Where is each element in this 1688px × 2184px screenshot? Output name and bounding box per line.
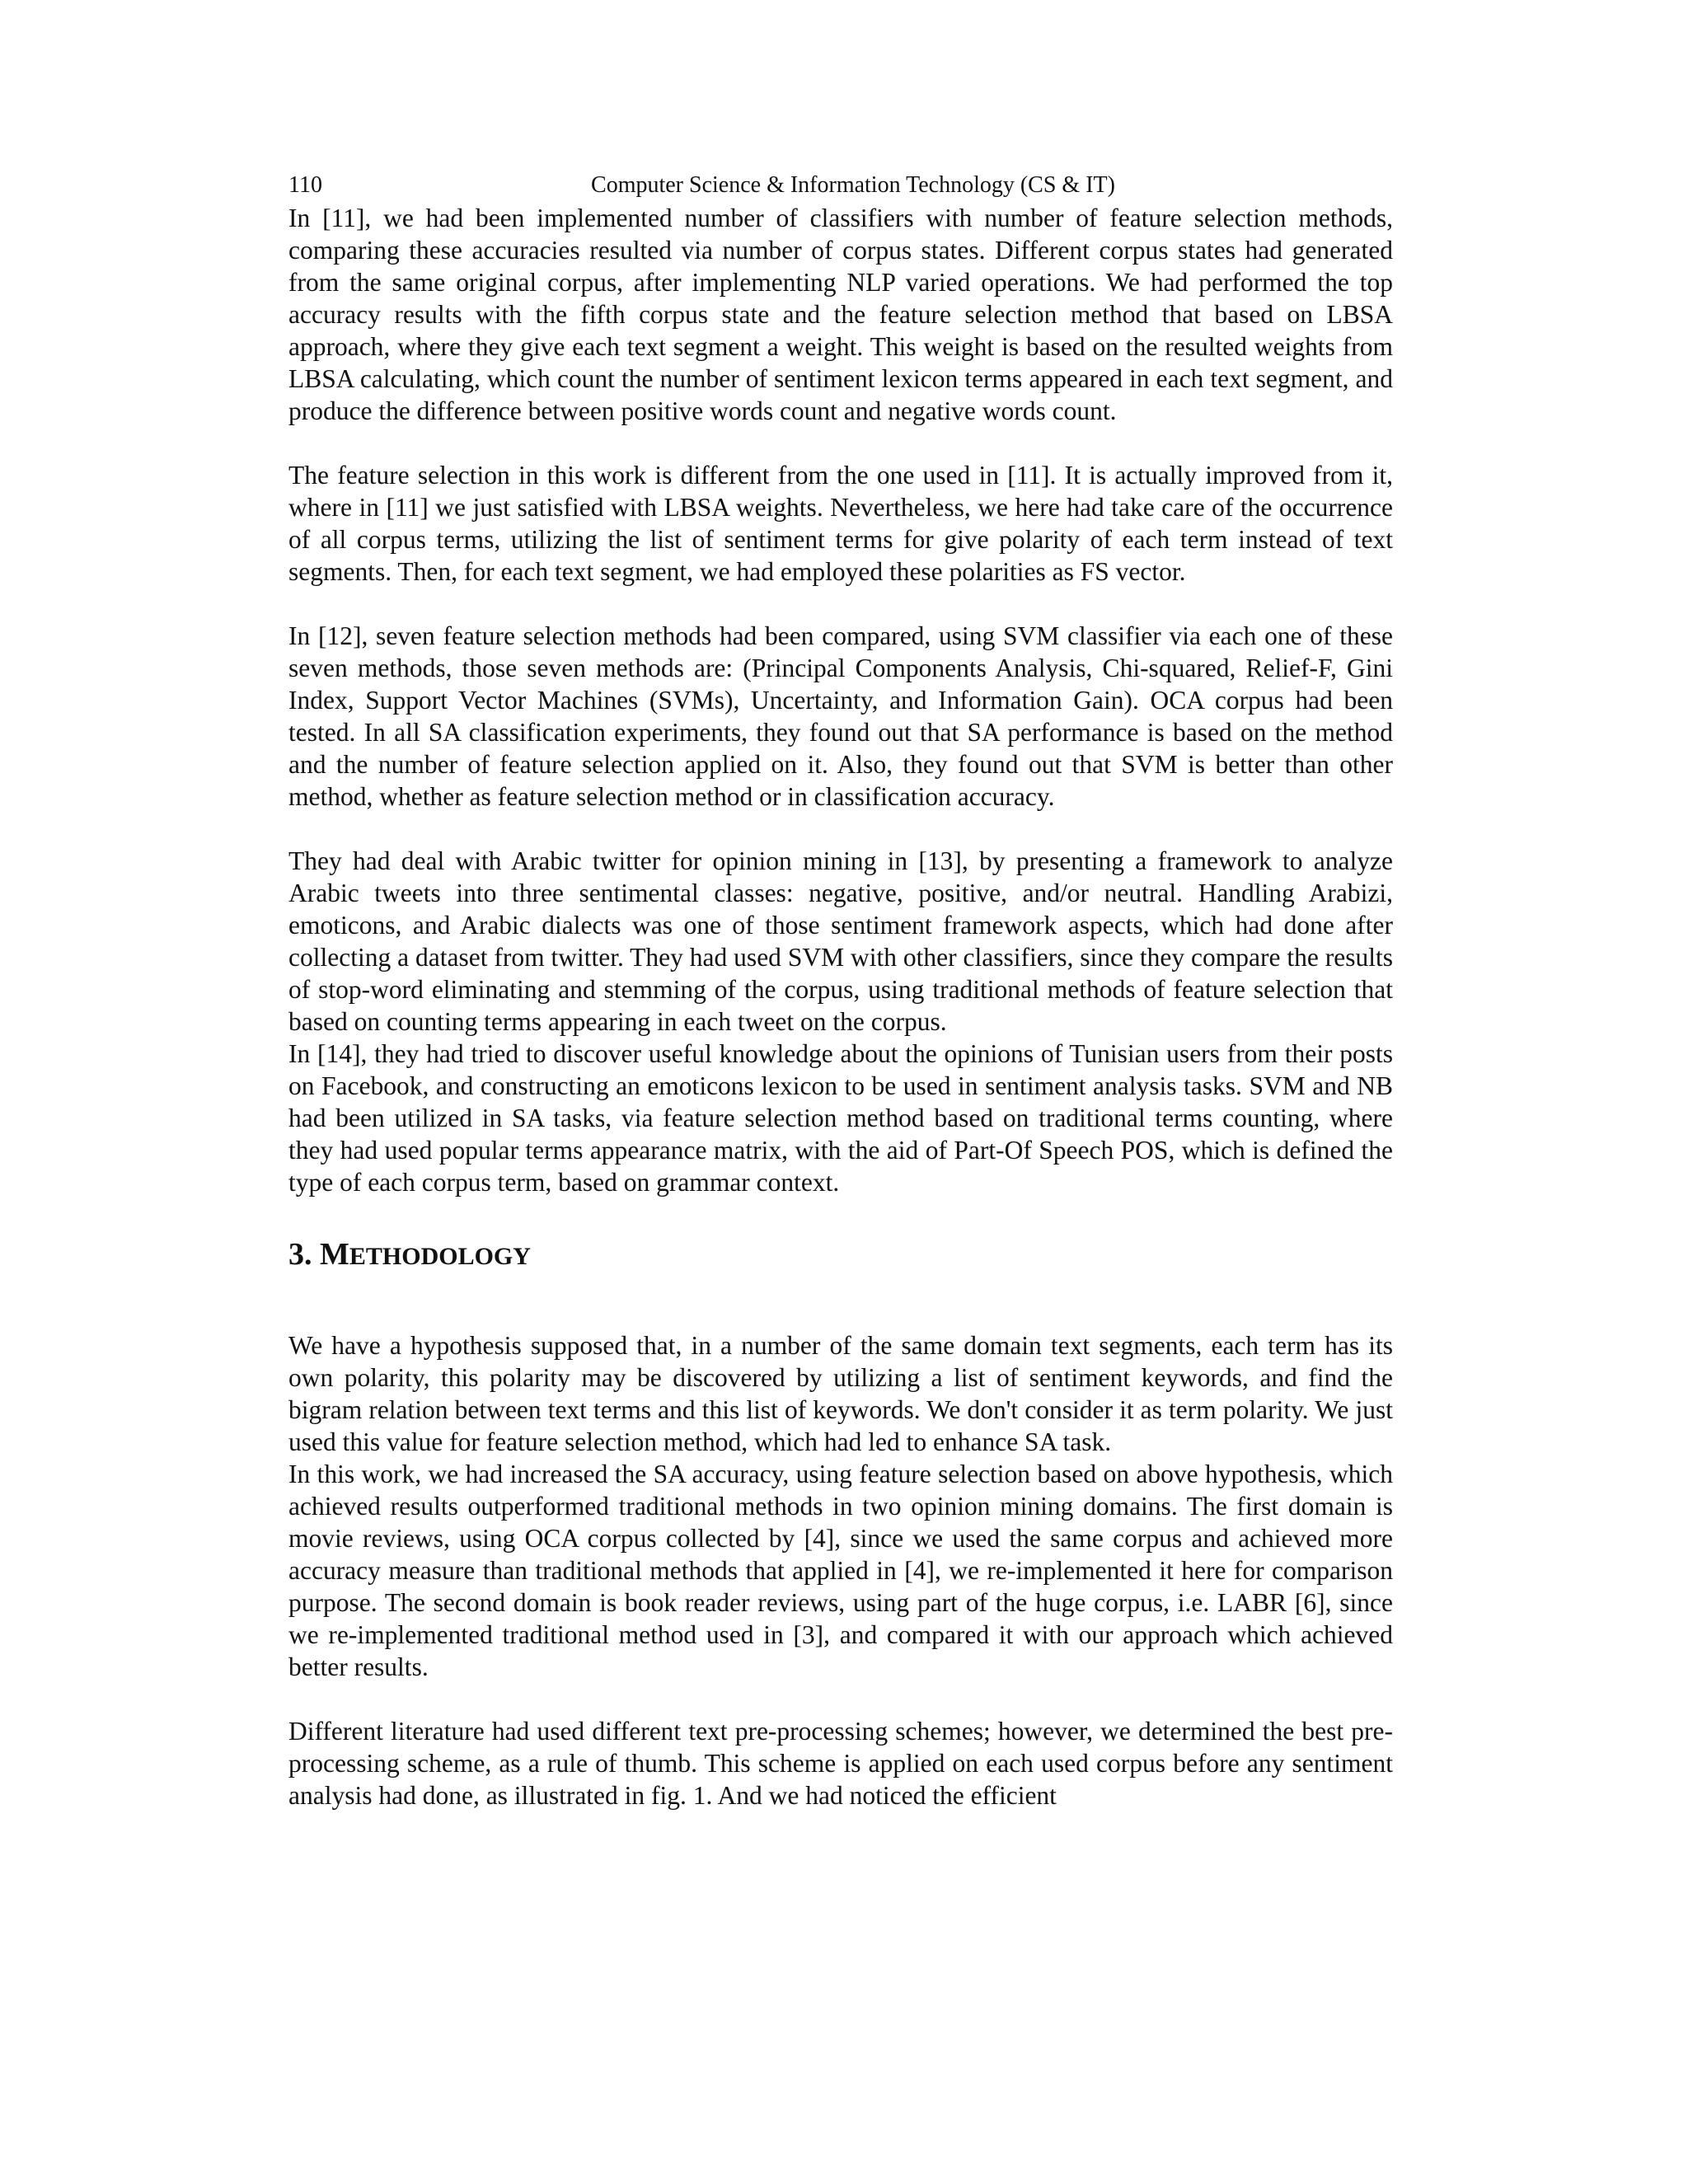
paragraph-prior-work-14: In [14], they had tried to discover useful knowledge about the opinions of Tunisian users from their posts on Facebook, and constructing an emoticons lexicon to be used in sentiment analysis tasks. SVM and NB had been utilized in SA tasks, via feature selection method based on traditional terms counting, where they had used popular terms appearance matrix, with the aid of Part-Of Speech POS, which is defined the type of each corpus term, based on grammar context. (288, 1039, 1393, 1197)
section-title-initial: M (320, 1237, 349, 1272)
paragraph-prior-work-12: In [12], seven feature selection methods had been compared, using SVM classifier via each one of these seven methods, those seven methods are: (Principal Components Analysis, Chi-squared, Relief-F, Gini Index, Support Vector Machines (SVMs), Uncertainty, and Information Gain). OCA corpus had been tested. In all SA classification experiments, they found out that SA performance is based on the method and the number of feature selection applied on it. Also, they found out that SVM is better than other method, whether as feature selection method or in classification accuracy. (288, 621, 1393, 811)
section-heading-methodology (288, 1235, 1393, 1277)
running-header (288, 169, 1393, 202)
document-page (288, 169, 1393, 1811)
paragraph-feature-selection-difference: The feature selection in this work is different from the one used in [11]. It is actually improved from it, where in [11] we just satisfied with LBSA weights. Nevertheless, we here had take care of the occurrence of all corpus terms, utilizing the list of sentiment terms for give polarity of each term instead of text segments. Then, for each text segment, we had employed these polarities as FS vector. (288, 461, 1393, 586)
paragraph-hypothesis: We have a hypothesis supposed that, in a number of the same domain text segments, each term has its own polarity, this polarity may be discovered by utilizing a list of sentiment keywords, and find the bigram relation between text terms and this list of keywords. We don't consider it as term polarity. We just used this value for feature selection method, which had led to enhance SA task. (288, 1331, 1393, 1456)
paragraph-prior-work-13: They had deal with Arabic twitter for opinion mining in [13], by presenting a framework to analyze Arabic tweets into three sentimental classes: negative, positive, and/or neutral. Handling Arabizi, emoticons, and Arabic dialects was one of those sentiment framework aspects, which had done after collecting a dataset from twitter. They had used SVM with other classifiers, since they compare the results of stop-word eliminating and stemming of the corpus, using traditional methods of feature selection that based on counting terms appearing in each tweet on the corpus. (288, 846, 1393, 1036)
section-number: 3. (288, 1237, 312, 1272)
paragraph-this-work: In this work, we had increased the SA accuracy, using feature selection based on above hypothesis, which achieved results outperformed traditional methods in two opinion mining domains. The first domain is movie reviews, using OCA corpus collected by [4], since we used the same corpus and achieved more accuracy measure than traditional methods that applied in [4], we re-implemented it here for comparison purpose. The second domain is book reader reviews, using part of the huge corpus, i.e. LABR [6], since we re-implemented traditional method used in [3], and compared it with our approach which achieved better results. (288, 1460, 1393, 1681)
journal-title: Computer Science & Information Technology (CS & IT) (591, 172, 1115, 198)
section-title-rest: ETHODOLOGY (349, 1243, 531, 1270)
paragraph-prior-work-11: In [11], we had been implemented number of classifiers with number of feature selection methods, comparing these accuracies resulted via number of corpus states. Different corpus states had generated from the same original corpus, after implementing NLP varied operations. We had performed the top accuracy results with the fifth corpus state and the feature selection method that based on LBSA approach, where they give each text segment a weight. This weight is based on the resulted weights from LBSA calculating, which count the number of sentiment lexicon terms appeared in each text segment, and produce the difference between positive words count and negative words count. (288, 204, 1393, 425)
paragraph-preprocessing: Different literature had used different text pre-processing schemes; however, we determined the best pre-processing scheme, as a rule of thumb. This scheme is applied on each used corpus before any sentiment analysis had done, as illustrated in fig. 1. And we had noticed the efficient (288, 1717, 1393, 1810)
page-number: 110 (288, 172, 322, 198)
